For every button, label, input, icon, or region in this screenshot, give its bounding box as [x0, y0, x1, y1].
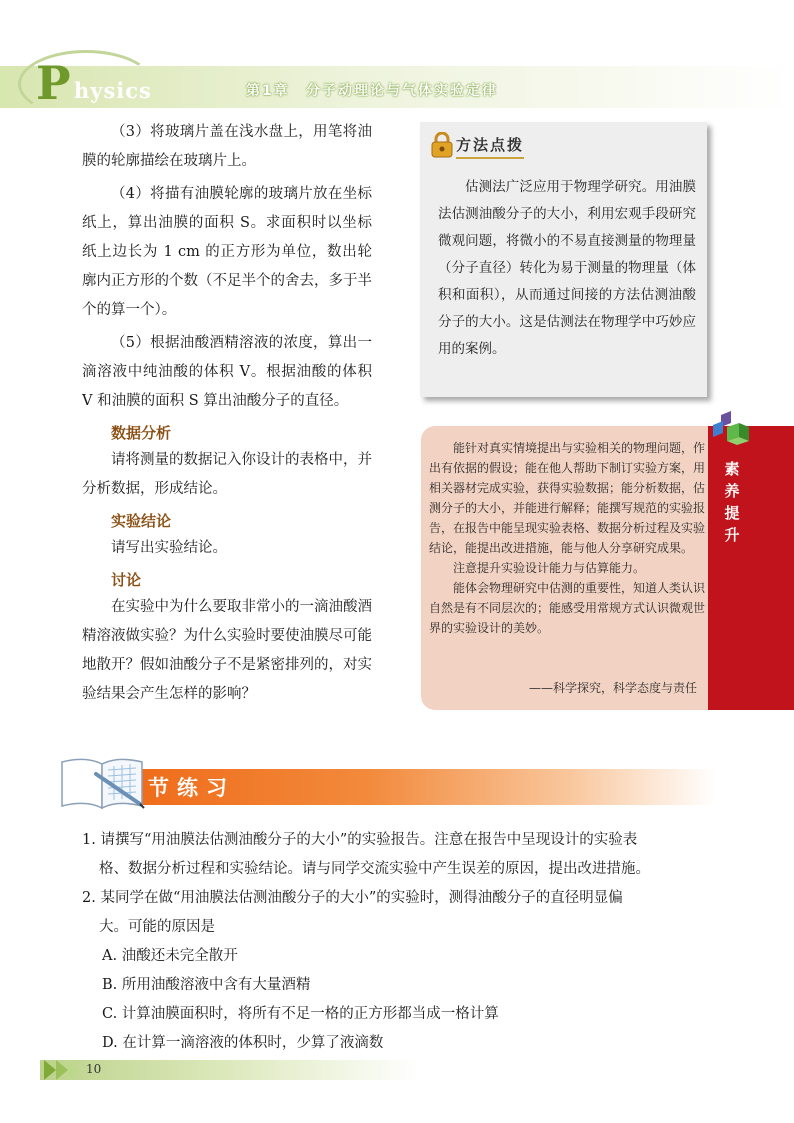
question-1-continuation: 格、数据分析过程和实验结论。请与同学交流实验中产生误差的原因，提出改进措施。 — [99, 861, 650, 877]
chapter-title: 分子动理论与气体实验定律 — [306, 83, 498, 99]
question-2-continuation: 大。可能的原因是 — [99, 919, 215, 935]
option-b: B. 所用油酸溶液中含有大量酒精 — [102, 977, 311, 993]
option-d: D. 在计算一滴溶液的体积时，少算了液滴数 — [102, 1035, 384, 1051]
conclusion-heading: 实验结论 — [111, 512, 172, 530]
discussion-heading: 讨论 — [111, 571, 142, 589]
question-1-line-2 — [82, 855, 722, 884]
step-3: （3）将玻璃片盖在浅水盘上，用笔将油膜的轮廓描绘在玻璃片上。 — [82, 124, 372, 169]
literacy-text — [429, 438, 705, 638]
question-2-line-2 — [82, 913, 722, 942]
method-box — [420, 122, 707, 397]
data-analysis-text: 请将测量的数据记入你设计的表格中，并分析数据，形成结论。 — [82, 452, 372, 497]
question-2-line-1: 2. 某同学在做“用油膜法估测油酸分子的大小”的实验时，测得油酸分子的直径明显偏 — [82, 890, 623, 906]
cubes-icon — [713, 411, 753, 455]
data-analysis-heading: 数据分析 — [111, 424, 172, 442]
method-title: 方法点拨 — [456, 134, 524, 159]
chapter-number: 第1章 — [246, 83, 290, 99]
literacy-paragraph-2: 注意提升实验设计能力与估算能力。 — [453, 561, 646, 575]
exercise-list — [82, 826, 722, 1058]
literacy-paragraph-1: 能针对真实情境提出与实验相关的物理问题，作出有依据的假设；能在他人帮助下制订实验方案，用相关器材完成实验，获得实验数据；能分析数据，估测分子的大小，并能进行解释；能撰写规范的实验报告，在报告中能呈现实验表格、数据分析过程及实验结论，能提出改进措施，能与他人分享研究成果。 — [429, 441, 706, 555]
exercise-heading: 节练习 — [148, 776, 235, 800]
conclusion-text: 请写出实验结论。 — [111, 540, 227, 556]
literacy-box — [421, 426, 711, 710]
step-5: （5）根据油酸酒精溶液的浓度，算出一滴溶液中纯油酸的体积 V。根据油酸的体积 V 和油膜的面积 S 算出油酸分子的直径。 — [82, 335, 372, 409]
literacy-tab — [708, 426, 794, 710]
option-a: A. 油酸还未完全散开 — [102, 948, 238, 964]
literacy-label: 素养提升 — [724, 460, 740, 544]
method-text: 估测法广泛应用于物理学研究。用油膜法估测油酸分子的大小，利用宏观手段研究微观问题，将微小的不易直接测量的物理量（分子直径）转化为易于测量的物理量（体积和面积），从而通过间接的方法估测油酸分子的大小。这是估测法在物理学中巧妙应用的案例。 — [438, 179, 696, 357]
literacy-paragraph-3: 能体会物理研究中估测的重要性，知道人类认识自然是有不同层次的；能感受用常规方式认识微观世界的实验设计的美妙。 — [429, 581, 706, 635]
question-1-line-1: 1. 请撰写“用油膜法估测油酸分子的大小”的实验报告。注意在报告中呈现设计的实验表 — [82, 832, 638, 848]
book-pen-icon — [56, 754, 148, 812]
lock-icon — [430, 132, 454, 158]
option-c: C. 计算油膜面积时，将所有不足一格的正方形都当成一格计算 — [102, 1006, 499, 1022]
step-4: （4）将描有油膜轮廓的玻璃片放在坐标纸上，算出油膜的面积 S。求面积时以坐标纸上边长为 1 cm 的正方形为单位，数出轮廓内正方形的个数（不足半个的舍去，多于半个的算一个）。 — [82, 186, 372, 318]
discussion-text: 在实验中为什么要取非常小的一滴油酸酒精溶液做实验？为什么实验时要使油膜尽可能地散开？假如油酸分子不是紧密排列的，对实验结果会产生怎样的影响？ — [82, 599, 372, 702]
chevron-right-icon — [44, 1058, 88, 1082]
page-number: 10 — [86, 1062, 102, 1076]
literacy-source: ——科学探究，科学态度与责任 — [528, 681, 697, 695]
logo-letter: P — [36, 56, 71, 110]
left-column — [82, 118, 372, 709]
logo-text: hysics — [74, 78, 152, 103]
